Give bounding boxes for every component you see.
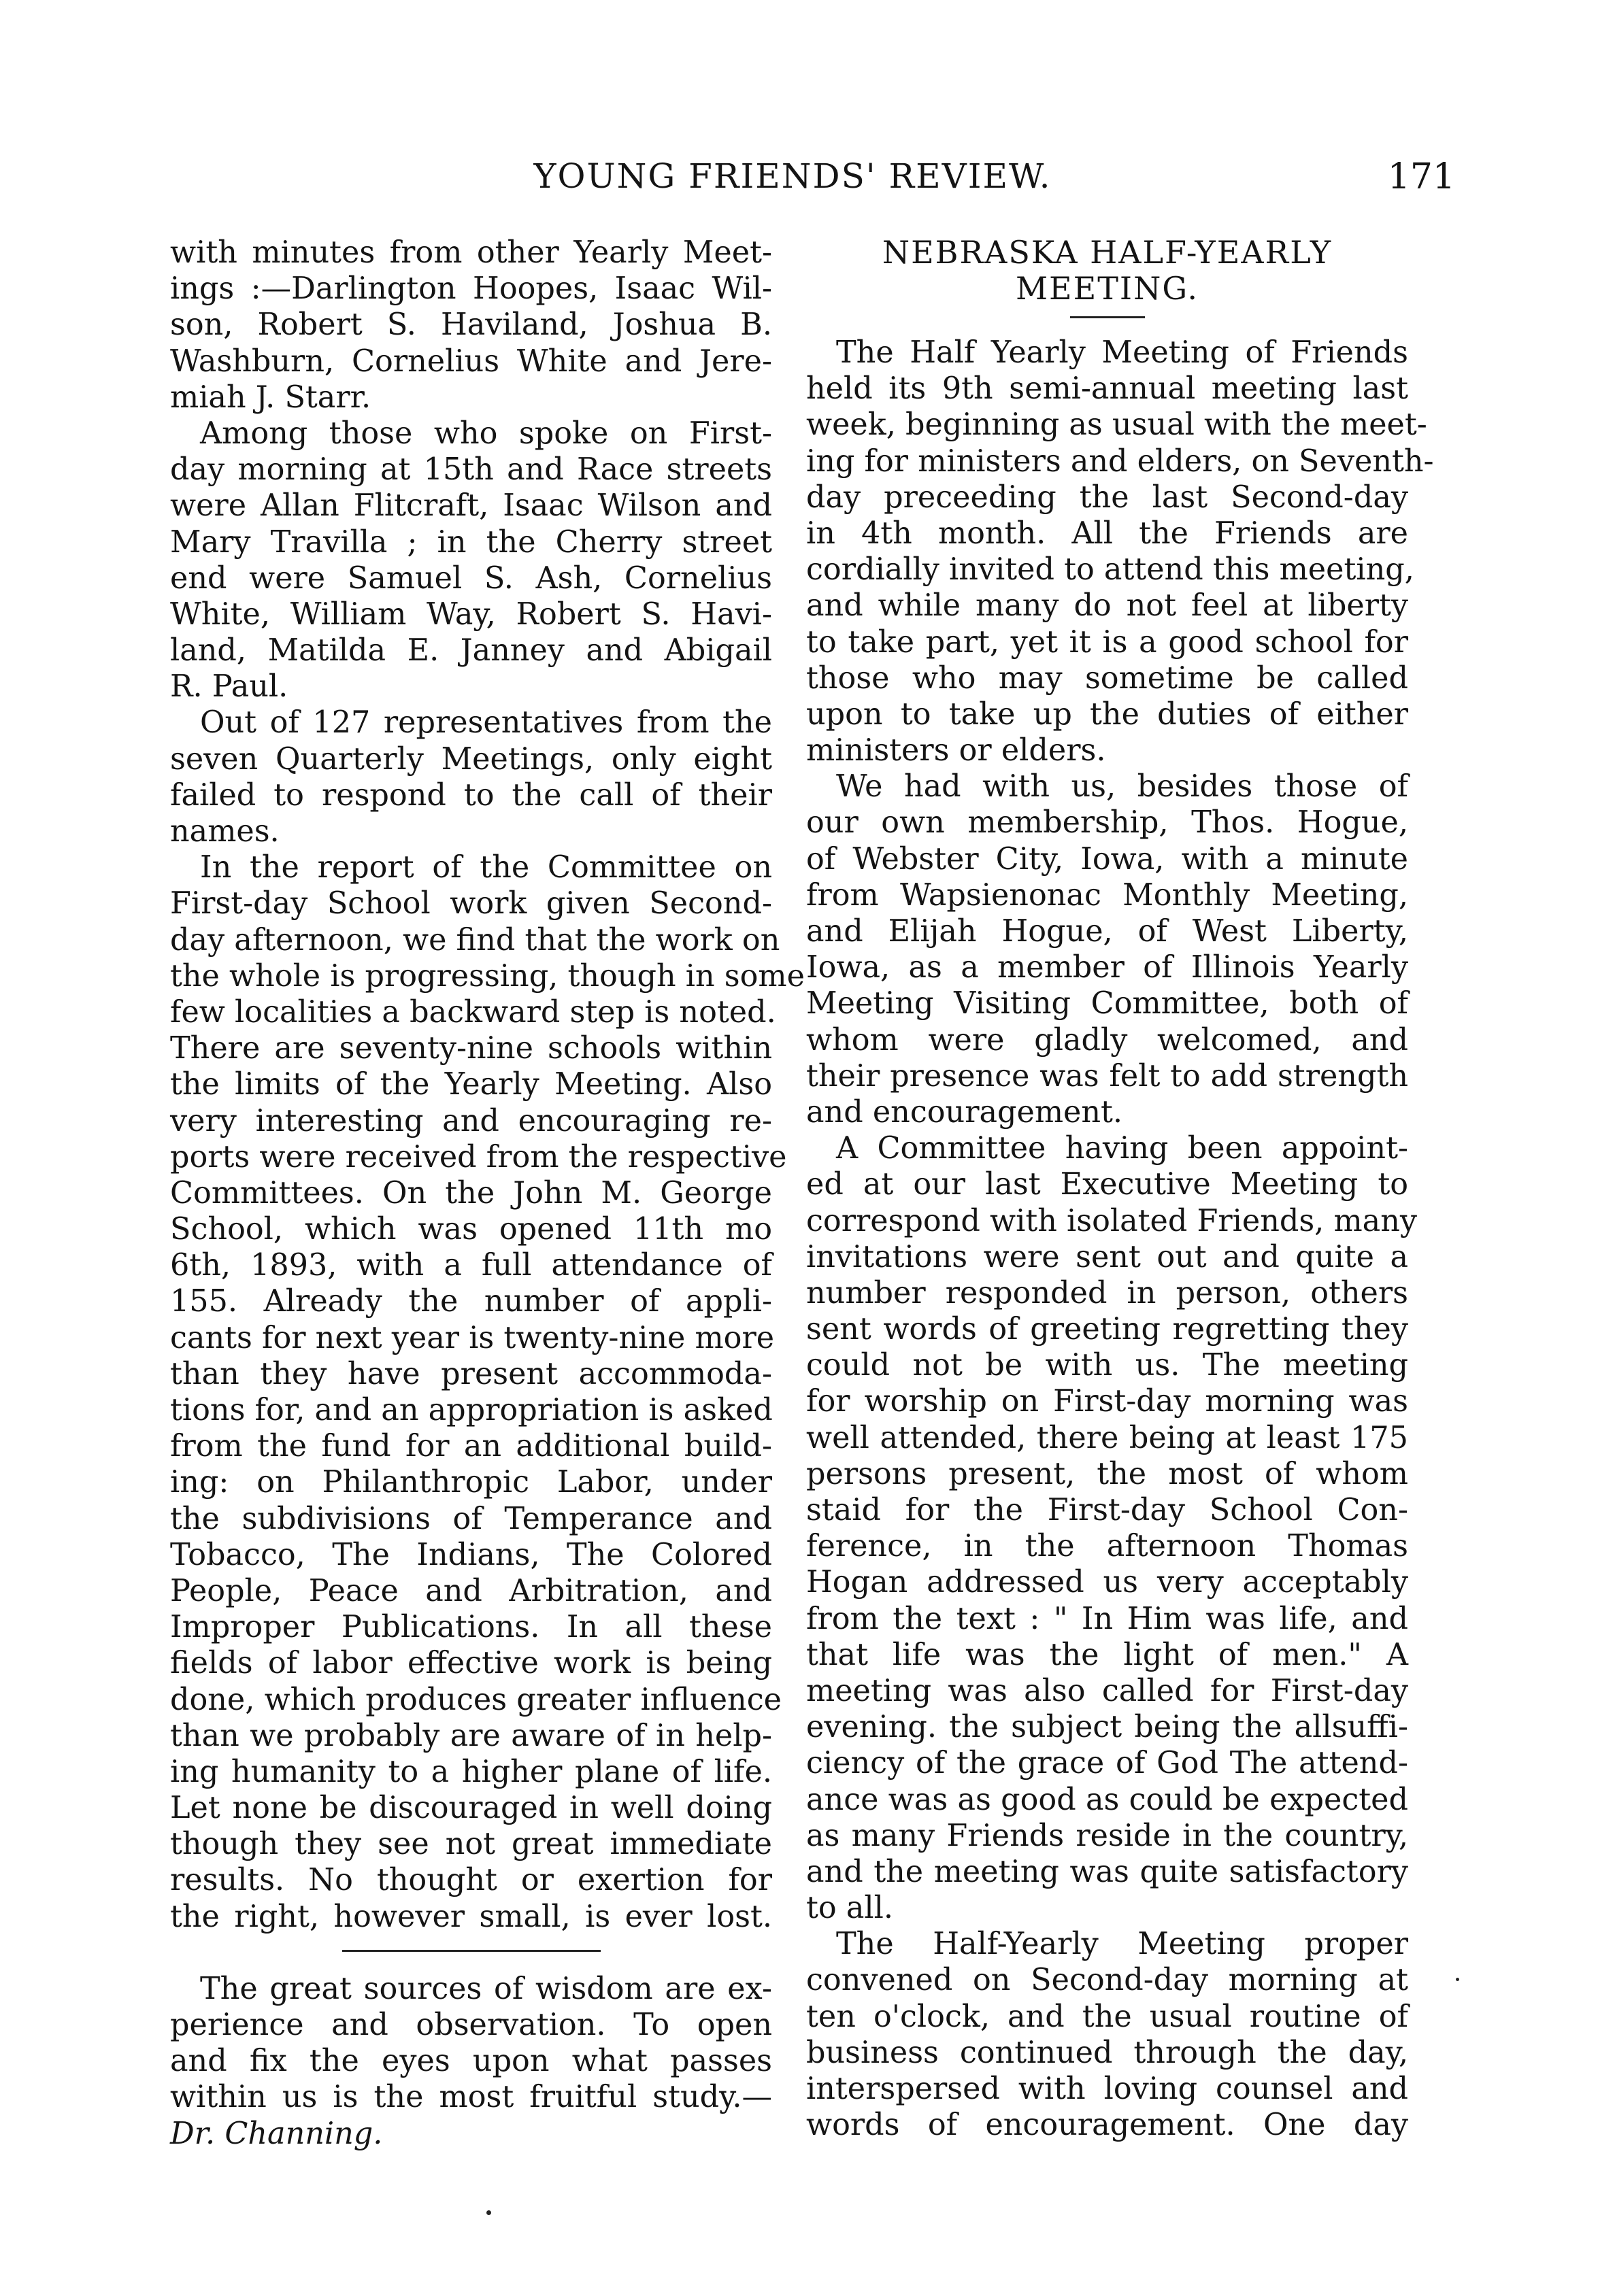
text-line: and while many do not feel at liberty	[806, 588, 1408, 624]
text-line: 155. Already the number of appli-	[170, 1284, 772, 1319]
text-line: In the report of the Committee on	[200, 850, 772, 885]
right-column	[806, 234, 1434, 2143]
print-speck	[1456, 1978, 1459, 1981]
text-line: the subdivisions of Temperance and	[170, 1501, 772, 1536]
text-line: to all.	[806, 1891, 893, 1926]
text-line: tions for, and an appropriation is asked	[170, 1393, 773, 1428]
text-line: to take part, yet it is a good school for	[806, 624, 1408, 660]
text-line: land, Matilda E. Janney and Abigail	[170, 633, 772, 669]
article-title-continued: MEETING.	[1015, 270, 1199, 307]
text-line: Hogan addressed us very acceptably	[806, 1565, 1408, 1600]
text-line: cants for next year is twenty-nine more	[170, 1320, 775, 1355]
text-line: from the text : " In Him was life, and	[806, 1601, 1408, 1636]
text-line: First-day School work given Second-	[170, 886, 772, 922]
text-line: were Allan Flitcraft, Isaac Wilson and	[170, 488, 772, 524]
text-line: ports were received from the respective	[170, 1139, 787, 1175]
text-line: the right, however small, is ever lost.	[170, 1899, 772, 1934]
text-line: and the meeting was quite satisfactory	[806, 1854, 1408, 1889]
text-line: A Committee having been appoint-	[836, 1131, 1408, 1166]
text-line: that life was the light of men." A	[806, 1637, 1408, 1672]
text-line: Iowa, as a member of Illinois Yearly	[806, 950, 1408, 985]
text-line: Tobacco, The Indians, The Colored	[170, 1537, 772, 1572]
text-line: correspond with isolated Friends, many	[806, 1203, 1417, 1238]
section-divider	[342, 1950, 601, 1952]
text-line: results. No thought or exertion for	[170, 1863, 772, 1898]
text-line: for worship on First-day morning was	[806, 1384, 1408, 1419]
text-line: in 4th month. All the Friends are	[806, 516, 1408, 551]
text-line: evening. the subject being the allsuffi-	[806, 1710, 1408, 1745]
paragraph-committee	[806, 1130, 1417, 1926]
text-line: interspersed with loving counsel and	[806, 2072, 1408, 2106]
text-line: Meeting Visiting Committee, both of	[806, 986, 1408, 1022]
page-number: 171	[1387, 156, 1455, 197]
text-line: words of encouragement. One day	[806, 2108, 1408, 2143]
text-line: sent words of greeting regretting they	[806, 1312, 1408, 1347]
text-line: with minutes from other Yearly Meet-	[170, 235, 772, 270]
text-line: There are seventy-nine schools within	[170, 1031, 772, 1066]
text-line: cordially invited to attend this meeting,	[806, 552, 1414, 588]
text-line: ciency of the grace of God The attend-	[806, 1746, 1408, 1781]
text-line: invitations were sent out and quite a	[806, 1239, 1408, 1274]
text-line: Committees. On the John M. George	[170, 1175, 772, 1211]
text-line: meeting was also called for First-day	[806, 1673, 1408, 1708]
text-line: and fix the eyes upon what passes	[170, 2044, 772, 2079]
text-line: 6th, 1893, with a full attendance of	[170, 1248, 772, 1283]
text-line: R. Paul.	[170, 669, 288, 705]
text-line: end were Samuel S. Ash, Cornelius	[170, 560, 772, 596]
text-line: Out of 127 representatives from the	[200, 705, 772, 741]
text-line: day preceeding the last Second-day	[806, 479, 1408, 515]
text-line: White, William Way, Robert S. Havi-	[170, 596, 772, 632]
text-line: ing for ministers and elders, on Seventh-	[806, 443, 1434, 479]
text-line: son, Robert S. Haviland, Joshua B.	[170, 307, 772, 343]
text-line: from Wapsienonac Monthly Meeting,	[806, 877, 1408, 913]
text-line: miah J. Starr.	[170, 379, 371, 415]
text-line: the limits of the Yearly Meeting. Also	[170, 1067, 772, 1102]
text-line: upon to take up the duties of either	[806, 696, 1408, 732]
running-header: YOUNG FRIENDS' REVIEW.	[533, 156, 1052, 196]
text-line: than they have present accommoda-	[170, 1356, 772, 1391]
text-line: School, which was opened 11th mo	[170, 1212, 772, 1247]
text-line: done, which produces greater influence	[170, 1682, 782, 1717]
text-line: ference, in the afternoon Thomas	[806, 1529, 1408, 1564]
text-line: held its 9th semi-annual meeting last	[806, 371, 1408, 407]
text-line: We had with us, besides those of	[836, 769, 1408, 805]
paragraph-representatives	[170, 705, 772, 849]
text-line: convened on Second-day morning at	[806, 1963, 1408, 1998]
text-line: Among those who spoke on First-	[200, 416, 772, 451]
text-line: persons present, the most of whom	[806, 1456, 1408, 1491]
text-line: Let none be discouraged in well doing	[170, 1791, 772, 1826]
text-line: our own membership, Thos. Hogue,	[806, 805, 1408, 841]
title-rule	[1070, 316, 1145, 318]
text-line: Improper Publications. In all these	[170, 1610, 772, 1645]
text-line: within us is the most fruitful study.—	[170, 2080, 772, 2115]
text-line: seven Quarterly Meetings, only eight	[170, 741, 772, 777]
left-column	[170, 235, 805, 2152]
text-line: could not be with us. The meeting	[806, 1348, 1408, 1383]
text-line: names.	[170, 814, 280, 849]
paragraph-speakers	[170, 416, 772, 705]
text-line: very interesting and encouraging re-	[170, 1103, 772, 1138]
channing-quote	[170, 1971, 772, 2152]
paragraph-meeting-proper	[806, 1926, 1408, 2143]
text-line: day afternoon, we find that the work on	[170, 922, 780, 958]
text-line: well attended, there being at least 175	[806, 1420, 1408, 1455]
paragraph-visitors	[806, 769, 1408, 1130]
text-line: staid for the First-day School Con-	[806, 1493, 1408, 1527]
paragraph-minutes	[170, 235, 772, 416]
text-line: The Half Yearly Meeting of Friends	[836, 335, 1408, 370]
text-line: Mary Travilla ; in the Cherry street	[170, 524, 772, 560]
text-line: Washburn, Cornelius White and Jere-	[170, 343, 772, 379]
text-line: ing humanity to a higher plane of life.	[170, 1754, 772, 1789]
text-line: ministers or elders.	[806, 733, 1106, 769]
text-line: ings :—Darlington Hoopes, Isaac Wil-	[170, 271, 772, 307]
text-line: though they see not great immediate	[170, 1827, 772, 1862]
text-line: day morning at 15th and Race streets	[170, 452, 772, 488]
text-line: and Elijah Hogue, of West Liberty,	[806, 914, 1408, 949]
text-line: ed at our last Executive Meeting to	[806, 1167, 1408, 1202]
print-speck	[486, 2210, 491, 2215]
text-line: whom were gladly welcomed, and	[806, 1022, 1408, 1058]
text-line: ance was as good as could be expected	[806, 1782, 1408, 1817]
text-line: as many Friends reside in the country,	[806, 1818, 1408, 1853]
text-line: ten o'clock, and the usual routine of	[806, 1999, 1408, 2034]
text-line: number responded in person, others	[806, 1275, 1408, 1311]
text-line: from the fund for an additional build-	[170, 1429, 772, 1464]
text-line: few localities a backward step is noted.	[170, 994, 776, 1030]
text-line: fields of labor effective work is being	[170, 1646, 772, 1681]
text-line: People, Peace and Arbitration, and	[170, 1573, 772, 1608]
text-line: perience and observation. To open	[170, 2008, 772, 2042]
text-line: and encouragement.	[806, 1094, 1123, 1130]
text-line: The great sources of wisdom are ex-	[200, 1971, 772, 2006]
text-line: The Half-Yearly Meeting proper	[836, 1927, 1408, 1962]
text-line: than we probably are aware of in help-	[170, 1718, 772, 1753]
text-line: those who may sometime be called	[806, 660, 1408, 696]
text-line: of Webster City, Iowa, with a minute	[806, 841, 1408, 877]
article-title: NEBRASKA HALF-YEARLY	[882, 234, 1333, 271]
paragraph-half-yearly	[806, 335, 1434, 769]
paragraph-committee-report	[170, 849, 805, 1935]
text-line: week, beginning as usual with the meet-	[806, 407, 1427, 443]
text-line: ing: on Philanthropic Labor, under	[170, 1465, 772, 1500]
text-line: the whole is progressing, though in some	[170, 958, 805, 994]
text-line: failed to respond to the call of their	[170, 777, 772, 813]
quote-author: Dr. Channing.	[170, 2116, 383, 2151]
text-line: business continued through the day,	[806, 2035, 1408, 2070]
text-line: their presence was felt to add strength	[806, 1058, 1408, 1094]
